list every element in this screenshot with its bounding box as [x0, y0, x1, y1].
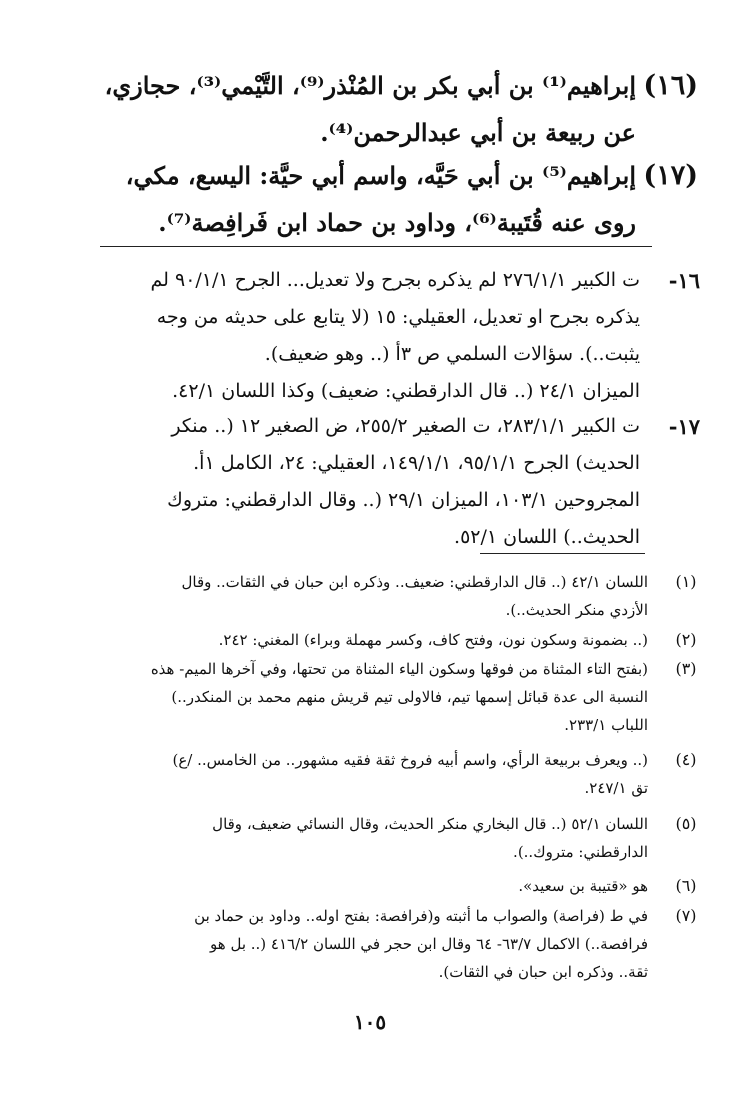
entry-17: [50, 152, 698, 246]
note-line: ت الكبير ٢٧٦/١/١ لم يذكره بجرح ولا تعديل... الجرح ٩٠/١/١ لم: [150, 269, 640, 291]
footnote-line: في ط (فراصة) والصواب ما أثبته و(فرافصة: بفتح اوله.. وداود بن حماد بن: [194, 907, 648, 925]
footnote-number: (٧): [675, 906, 697, 925]
footnote-line: اللسان ٤٢/١ (.. قال الدارقطني: ضعيف.. وذكره ابن حبان في الثقات.. وقال: [181, 573, 648, 591]
footnote-line: (.. بضمونة وسكون نون، وفتح كاف، وكسر مهملة وبراء) المغني: ٢٤٢.: [218, 631, 648, 649]
note-number: ١٧-: [668, 414, 700, 439]
footnote-number: (٦): [675, 876, 697, 895]
entry-16: [50, 62, 698, 156]
footnote-5: [88, 810, 697, 866]
note-line: المجروحين ١٠٣/١، الميزان ٢٩/١ (.. وقال الدارقطني: متروك: [167, 489, 640, 511]
footnote-number: (٤): [675, 750, 697, 769]
entry-line: روى عنه قُتَيبة⁽⁶⁾، وداود بن حماد ابن فَرافِصة⁽⁷⁾.: [158, 208, 636, 237]
footnote-number: (٢): [675, 630, 697, 649]
footnote-line: النسبة الى عدة قبائل إسمها تيم، فالاولى تيم قريش منهم محمد بن المنكدر..): [171, 688, 648, 706]
page-number: ١٠٥: [353, 1010, 387, 1034]
footnote-line: اللسان ٥٢/١ (.. قال البخاري منكر الحديث، وقال النسائي ضعيف، وقال: [212, 815, 648, 833]
note-number: ١٦-: [668, 268, 700, 293]
note-17: [86, 408, 700, 556]
note-16: [86, 262, 700, 410]
footnote-7: [88, 902, 697, 986]
footnote-line: (بفتح التاء المثناة من فوقها وسكون الياء المثناة من تحتها، وفي آخرها الميم- هذه: [150, 660, 648, 678]
footnote-number: (٣): [675, 659, 697, 678]
footnote-rule: [480, 553, 645, 554]
entry-line: عن ربيعة بن أبي عبدالرحمن⁽⁴⁾.: [320, 118, 636, 147]
footnote-line: اللباب ٢٣٣/١.: [564, 716, 648, 734]
footnote-line: تق ٢٤٧/١.: [584, 779, 648, 797]
footnote-line: الأزدي منكر الحديث..).: [505, 601, 648, 619]
footnote-number: (٥): [675, 814, 697, 833]
note-line: الحديث..) اللسان ٥٢/١.: [454, 526, 640, 548]
footnote-1: [88, 568, 697, 624]
footnote-line: (.. ويعرف بربيعة الرأي، واسم أبيه فروخ ثقة فقيه مشهور.. من الخامس.. /ع): [172, 751, 648, 769]
separator-rule: [100, 246, 652, 247]
note-line: ت الكبير ٢٨٣/١/١، ت الصغير ٢٥٥/٢، ض الصغير ١٢ (.. منكر: [171, 415, 640, 437]
footnote-3: [88, 655, 697, 739]
footnote-line: هو «قتيبة بن سعيد».: [518, 877, 648, 895]
footnote-line: ثقة.. وذكره ابن حبان في الثقات).: [438, 963, 648, 981]
footnote-2: [88, 626, 697, 654]
entry-number: (١٦): [643, 70, 698, 101]
entry-number: (١٧): [643, 160, 698, 191]
footnote-line: الدارقطني: متروك..).: [513, 843, 648, 861]
footnote-6: [88, 872, 697, 900]
footnote-4: [88, 746, 697, 802]
note-line: يذكره بجرح او تعديل، العقيلي: ١٥ (لا يتابع على حديثه من وجه: [156, 306, 640, 328]
entry-line: إبراهيم⁽⁵⁾ بن أبي حَيَّه، واسم أبي حيَّة: اليسع، مكي،: [125, 161, 636, 190]
footnote-line: فرافصة..) الاكمال ٦٣/٧- ٦٤ وقال ابن حجر في اللسان ٤١٦/٢ (.. بل هو: [210, 935, 648, 953]
note-line: يثبت..). سؤالات السلمي ص ٣أ (.. وهو ضعيف).: [264, 343, 640, 365]
footnote-number: (١): [675, 572, 697, 591]
note-line: الحديث) الجرح ٩٥/١/١، ١٤٩/١/١، العقيلي: ٢٤، الكامل ١أ.: [193, 452, 640, 474]
note-line: الميزان ٢٤/١ (.. قال الدارقطني: ضعيف) وكذا اللسان ٤٢/١.: [172, 380, 640, 402]
entry-line: إبراهيم⁽¹⁾ بن أبي بكر بن المُنْذر⁽⁹⁾، التَّيْمي⁽³⁾، حجازي،: [104, 71, 636, 100]
